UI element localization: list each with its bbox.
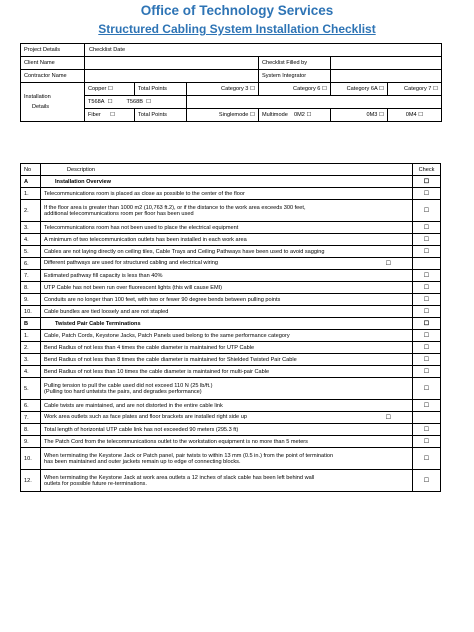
item-description	[41, 378, 413, 400]
page-subtitle: Structured Cabling System Installation Checklist	[98, 22, 376, 36]
item-line: A minimum of two telecommunication outlets has been installed in each work area	[44, 236, 247, 243]
col-description-header: Description	[41, 164, 413, 176]
item-text	[44, 357, 409, 363]
section-checkbox[interactable]: ☐	[413, 176, 441, 188]
singlemode-option[interactable]	[187, 109, 259, 122]
checklist-row	[21, 294, 441, 306]
section-title: Twisted Pair Cable Terminations	[41, 318, 413, 330]
item-text	[44, 403, 409, 409]
item-line: Bend Radius of not less than 4 times the cable diameter is maintained for UTP Cable	[44, 344, 255, 351]
item-number: 9.	[21, 436, 41, 448]
wiring-blank-cell	[187, 96, 442, 109]
checklist-row	[21, 342, 441, 354]
om4-checkbox[interactable]: ☐	[418, 112, 424, 118]
item-text	[44, 285, 409, 291]
item-line: When terminating the Keystone Jack or Patch panel, pair twists to within 13 mm (0.5 in.) from the point of termination	[44, 452, 334, 459]
checklist-header-row	[21, 164, 441, 176]
total-points-label: Total Points	[135, 83, 187, 96]
item-text	[44, 225, 409, 231]
checklist-date-label: Checklist Date	[85, 44, 442, 57]
category6a-label: Category 6A	[346, 86, 378, 92]
checklist-row	[21, 222, 441, 234]
checklist-row	[21, 258, 441, 270]
om4-option[interactable]	[388, 109, 442, 122]
category7-label: Category 7	[404, 86, 432, 92]
item-number: 9.	[21, 294, 41, 306]
item-description	[41, 188, 413, 200]
item-line: The Patch Cord from the telecommunications outlet to the workstation equipment is no more than 5 meters	[44, 438, 308, 445]
item-description	[41, 448, 413, 470]
col-no-header: No	[21, 164, 41, 176]
fiber-checkbox[interactable]: ☐	[110, 112, 116, 118]
checklist-row	[21, 200, 441, 222]
category6-label: Category 6	[293, 86, 321, 92]
category6-option[interactable]	[259, 83, 331, 96]
checklist-row	[21, 412, 441, 424]
item-line: Conduits are no longer than 100 feet, with two or fewer 90 degree bends between pulling points	[44, 296, 281, 303]
category7-checkbox[interactable]: ☐	[432, 86, 438, 92]
checklist-row	[21, 400, 441, 412]
item-description	[41, 200, 413, 222]
item-line: Cable, Patch Cords, Keystone Jacks, Patch Panels used belong to the same performance category	[44, 332, 290, 339]
item-number: 7.	[21, 412, 41, 424]
item-text	[44, 345, 409, 351]
item-text	[44, 249, 409, 255]
item-number: 7.	[21, 270, 41, 282]
item-text	[44, 383, 409, 395]
item-number: 1.	[21, 330, 41, 342]
copper-option[interactable]	[85, 83, 135, 96]
item-line: Different pathways are used for structured cabling and electrical wiring	[44, 260, 219, 266]
item-number: 12.	[21, 470, 41, 492]
item-number: 6.	[21, 258, 41, 270]
inline-checkbox[interactable]: ☐	[385, 261, 391, 267]
item-line: Work area outlets such as face plates and floor brackets are installed right side up	[44, 414, 247, 420]
item-checkbox[interactable]: ☐	[413, 436, 441, 448]
item-line: Cable bundles are tied loosely and are not stapled	[44, 308, 169, 315]
checklist-row	[21, 424, 441, 436]
multimode-label: Multimode	[262, 112, 288, 118]
t568b-checkbox[interactable]: ☐	[146, 99, 152, 105]
checklist-row	[21, 234, 441, 246]
checklist-row	[21, 282, 441, 294]
category3-label: Category 3	[221, 86, 249, 92]
item-description	[41, 470, 413, 492]
checklist-row	[21, 366, 441, 378]
item-checkbox[interactable]: ☐	[413, 234, 441, 246]
item-line: Telecommunications room has not been used to place the electrical equipment	[44, 224, 239, 231]
item-number: 5.	[21, 246, 41, 258]
item-text	[44, 260, 218, 267]
item-text	[44, 205, 409, 217]
item-checkbox[interactable]: ☐	[413, 306, 441, 318]
item-description	[41, 234, 413, 246]
item-checkbox[interactable]: ☐	[413, 282, 441, 294]
item-text	[44, 309, 409, 315]
item-checkbox[interactable]: ☐	[413, 366, 441, 378]
item-number: 2.	[21, 200, 41, 222]
category3-option[interactable]	[187, 83, 259, 96]
item-number: 10.	[21, 306, 41, 318]
om2-checkbox[interactable]: ☐	[306, 112, 312, 118]
item-number: 1.	[21, 188, 41, 200]
details-label: Details	[32, 104, 50, 110]
item-line: Bend Radius of not less than 10 times the cable diameter is maintained for multi-pair Cable	[44, 368, 270, 375]
category6-checkbox[interactable]: ☐	[321, 86, 327, 92]
item-text	[44, 369, 409, 375]
item-description	[41, 306, 413, 318]
item-number: 2.	[21, 342, 41, 354]
item-checkbox[interactable]: ☐	[413, 330, 441, 342]
item-description	[41, 294, 413, 306]
t568a-label: T568A	[88, 99, 105, 105]
item-number: 5.	[21, 378, 41, 400]
checklist-row	[21, 270, 441, 282]
category6a-option[interactable]	[331, 83, 388, 96]
client-name-value[interactable]	[85, 57, 259, 70]
item-description	[41, 222, 413, 234]
item-number: 3.	[21, 354, 41, 366]
inline-checkbox[interactable]: ☐	[385, 415, 391, 421]
item-text	[44, 297, 409, 303]
item-checkbox[interactable]: ☐	[413, 400, 441, 412]
checklist-row	[21, 436, 441, 448]
item-text	[44, 414, 247, 421]
item-checkbox[interactable]: ☐	[413, 448, 441, 470]
item-description	[41, 342, 413, 354]
copper-checkbox[interactable]: ☐	[107, 86, 113, 92]
om2-label: 0M2	[294, 112, 305, 118]
singlemode-label: Singlemode	[218, 112, 249, 118]
checklist-row	[21, 354, 441, 366]
checklist-row	[21, 188, 441, 200]
item-inline-wrap	[44, 260, 409, 267]
item-line: (Pulling too hard untwists the pairs, and degrades performance)	[44, 388, 202, 395]
item-description	[41, 354, 413, 366]
item-checkbox[interactable]: ☐	[413, 246, 441, 258]
item-checkbox[interactable]: ☐	[413, 270, 441, 282]
item-description	[41, 270, 413, 282]
checklist-row	[21, 448, 441, 470]
checklist-row	[21, 470, 441, 492]
item-checkbox	[413, 412, 441, 424]
item-checkbox[interactable]: ☐	[413, 188, 441, 200]
item-text	[44, 333, 409, 339]
item-description	[41, 258, 413, 270]
category7-option[interactable]	[388, 83, 442, 96]
project-details-table	[20, 43, 442, 122]
singlemode-checkbox[interactable]: ☐	[249, 112, 255, 118]
t568a-checkbox[interactable]: ☐	[107, 99, 113, 105]
item-text	[44, 475, 409, 487]
project-details-label: Project Details	[21, 44, 85, 57]
item-line: Pulling tension to pull the cable used did not exceed 110 N (25 lb/ft.)	[44, 382, 213, 389]
checklist-filled-by-label: Checklist Filled by	[259, 57, 331, 70]
item-text	[44, 237, 409, 243]
section-letter: B	[21, 318, 41, 330]
installation-details-cell	[21, 83, 85, 122]
item-number: 4.	[21, 366, 41, 378]
item-description	[41, 282, 413, 294]
checklist-filled-by-value[interactable]	[331, 57, 442, 70]
item-text	[44, 427, 409, 433]
item-checkbox[interactable]: ☐	[413, 294, 441, 306]
section-row	[21, 318, 441, 330]
item-text	[44, 439, 409, 445]
item-checkbox[interactable]: ☐	[413, 200, 441, 222]
item-description	[41, 246, 413, 258]
item-line: Bend Radius of not less than 8 times the cable diameter is maintained for Shielded Twisted Pair Cable	[44, 356, 297, 363]
item-checkbox	[413, 258, 441, 270]
item-number: 3.	[21, 222, 41, 234]
item-number: 8.	[21, 282, 41, 294]
item-line: When terminating the Keystone Jack at work area outlets a 12 inches of slack cable has been left behind wall	[44, 474, 315, 481]
installation-label: Installation	[24, 94, 51, 100]
system-integrator-value[interactable]	[331, 70, 442, 83]
item-checkbox[interactable]: ☐	[413, 378, 441, 400]
page-title: Office of Technology Services	[140, 3, 334, 18]
client-name-label: Client Name	[21, 57, 85, 70]
checklist-row	[21, 378, 441, 400]
system-integrator-label: System Integrator	[259, 70, 331, 83]
category6a-checkbox[interactable]: ☐	[378, 86, 384, 92]
checklist-row	[21, 246, 441, 258]
contractor-name-value[interactable]	[85, 70, 259, 83]
item-description	[41, 400, 413, 412]
item-line: If the floor area is greater than 1000 m2 (10,763 ft.2), or if the distance to the work area exceeds 300 feet,	[44, 204, 306, 211]
checklist-row	[21, 330, 441, 342]
item-line: Cable twists are maintained, and are not distorted in the entire cable link	[44, 402, 223, 409]
item-checkbox[interactable]: ☐	[413, 222, 441, 234]
item-line: Telecommunications room is placed as close as possible to the center of the floor	[44, 190, 245, 197]
item-line: Cables are not laying directly on ceiling tiles, Cable Trays and Ceiling Pathways have been used to avoid sagging	[44, 248, 325, 255]
om3-label: 0M3	[366, 112, 378, 118]
item-line: outlets for possible future re-terminations.	[44, 480, 147, 487]
col-check-header: Check	[413, 164, 441, 176]
item-text	[44, 273, 409, 279]
item-line: additional telecommunications room per floor has been used	[44, 210, 194, 217]
item-number: 6.	[21, 400, 41, 412]
om3-checkbox[interactable]: ☐	[378, 112, 384, 118]
item-checkbox[interactable]: ☐	[413, 424, 441, 436]
fiber-label: Fiber	[88, 112, 101, 118]
section-letter: A	[21, 176, 41, 188]
section-row	[21, 176, 441, 188]
item-number: 8.	[21, 424, 41, 436]
wiring-standard-options	[85, 96, 187, 109]
fiber-option[interactable]	[85, 109, 135, 122]
item-text	[44, 453, 409, 465]
section-title: Installation Overview	[41, 176, 413, 188]
t568b-label: T568B	[126, 99, 143, 105]
item-description	[41, 330, 413, 342]
item-checkbox[interactable]: ☐	[413, 342, 441, 354]
item-number: 4.	[21, 234, 41, 246]
total-points-label-2: Total Points	[135, 109, 187, 122]
item-description	[41, 366, 413, 378]
item-text	[44, 191, 409, 197]
item-line: has been maintained and outer jackets remain up to edge of connecting blocks.	[44, 458, 241, 465]
multimode-option[interactable]	[259, 109, 331, 122]
om4-label: 0M4	[405, 112, 417, 118]
category3-checkbox[interactable]: ☐	[249, 86, 255, 92]
item-line: Estimated pathway fill capacity is less than 40%	[44, 272, 163, 279]
checklist-row	[21, 306, 441, 318]
item-inline-wrap	[44, 414, 409, 421]
section-checkbox[interactable]: ☐	[413, 318, 441, 330]
item-checkbox[interactable]: ☐	[413, 354, 441, 366]
item-line: Total length of horizontal UTP cable link has not exceeded 90 meters (295.3 ft)	[44, 426, 239, 433]
item-description	[41, 412, 413, 424]
item-description	[41, 436, 413, 448]
item-description	[41, 424, 413, 436]
item-number: 10.	[21, 448, 41, 470]
contractor-name-label: Contractor Name	[21, 70, 85, 83]
item-line: UTP Cable has not been run over fluorescent lights (this will cause EMI)	[44, 284, 223, 291]
om3-option[interactable]	[331, 109, 388, 122]
checklist-table	[20, 163, 441, 492]
copper-label: Copper	[88, 86, 107, 92]
item-checkbox[interactable]: ☐	[413, 470, 441, 492]
